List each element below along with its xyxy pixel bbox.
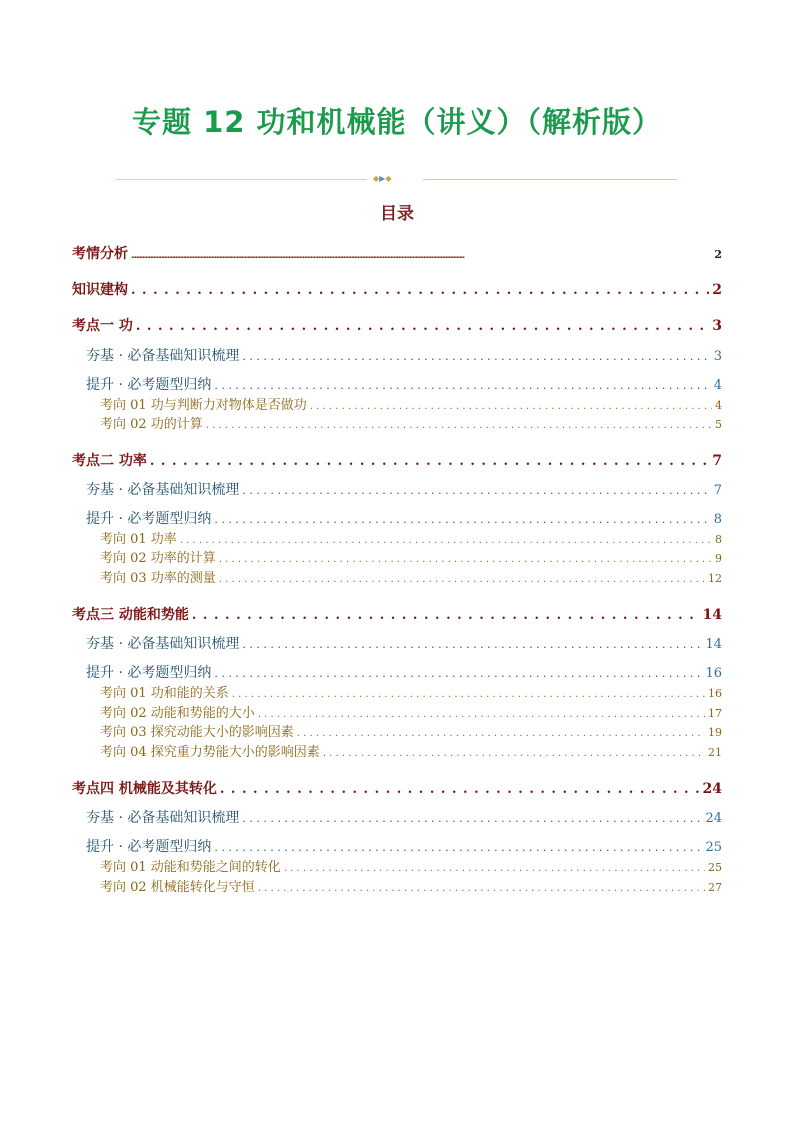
toc-leader-dots bbox=[206, 421, 712, 431]
toc-entry-page: 3 bbox=[712, 318, 722, 334]
toc-entry[interactable] bbox=[100, 741, 722, 760]
toc-entry-page: 3 bbox=[713, 349, 722, 364]
toc-entry[interactable] bbox=[72, 778, 722, 798]
toc-entry-page: 24 bbox=[702, 781, 722, 797]
divider-ornament-icon: ◆▶◆ bbox=[373, 174, 392, 183]
toc-leader-dots bbox=[214, 380, 710, 391]
toc-entry-label: 考点二 功率 bbox=[72, 453, 147, 469]
toc-leader-dots bbox=[136, 320, 709, 333]
toc-leader-dots bbox=[214, 842, 702, 853]
toc-entry[interactable] bbox=[72, 604, 722, 624]
toc-entry[interactable] bbox=[86, 807, 722, 827]
toc-entry-page: 25 bbox=[705, 840, 722, 855]
toc-entry-page: 4 bbox=[715, 399, 722, 412]
toc-entry-page: 9 bbox=[715, 552, 722, 565]
title-divider bbox=[115, 174, 677, 183]
toc-entry-label: 考向 03 探究动能大小的影响因素 bbox=[100, 725, 294, 740]
toc-entry-page: 25 bbox=[708, 861, 722, 874]
toc-leader-dots bbox=[284, 864, 705, 874]
toc-entry[interactable] bbox=[100, 721, 722, 740]
toc-entry-page: 16 bbox=[705, 666, 722, 681]
toc-entry-page: 4 bbox=[713, 378, 722, 393]
toc-entry[interactable] bbox=[100, 702, 722, 721]
toc-leader-dots bbox=[242, 639, 702, 650]
toc-entry[interactable] bbox=[100, 547, 722, 566]
toc-entry-label: 考向 01 功与判断力对物体是否做功 bbox=[100, 398, 307, 413]
toc-heading: 目录 bbox=[380, 204, 414, 224]
toc-entry-label: 考向 02 功率的计算 bbox=[100, 551, 216, 566]
toc-entry-label: 夯基 · 必备基础知识梳理 bbox=[86, 810, 240, 826]
toc-entry[interactable] bbox=[86, 374, 722, 394]
toc-entry[interactable] bbox=[72, 450, 722, 470]
toc-entry-label: 考情分析 bbox=[72, 246, 128, 262]
toc-leader-dots bbox=[219, 555, 712, 565]
toc-leader-dots bbox=[310, 402, 712, 412]
toc-entry-page: 12 bbox=[708, 572, 722, 585]
toc-entry-label: 夯基 · 必备基础知识梳理 bbox=[86, 482, 240, 498]
toc-leader-dots bbox=[219, 575, 705, 585]
toc-entry-label: 考向 01 动能和势能之间的转化 bbox=[100, 860, 281, 875]
toc-entry[interactable] bbox=[72, 279, 722, 299]
toc-entry-label: 考向 02 功的计算 bbox=[100, 417, 203, 432]
toc-entry-label: 考点一 功 bbox=[72, 318, 133, 334]
toc-entry-label: 考点三 动能和势能 bbox=[72, 607, 189, 623]
toc-entry-label: 提升 · 必考题型归纳 bbox=[86, 839, 212, 855]
toc-entry[interactable] bbox=[72, 243, 722, 263]
toc-entry[interactable] bbox=[100, 413, 722, 432]
toc-leader-dots bbox=[220, 783, 700, 796]
toc-entry-label: 考向 02 机械能转化与守恒 bbox=[100, 880, 255, 895]
toc-entry-label: 知识建构 bbox=[72, 282, 128, 298]
toc-entry[interactable] bbox=[100, 856, 722, 875]
toc-entry[interactable] bbox=[86, 836, 722, 856]
toc-entry-label: 考向 02 动能和势能的大小 bbox=[100, 706, 255, 721]
toc-leader-dots bbox=[297, 729, 705, 739]
document-title: 专题 12 功和机械能（讲义）（解析版） bbox=[131, 105, 663, 139]
toc-entry-label: 考点四 机械能及其转化 bbox=[72, 781, 217, 797]
toc-leader-dots bbox=[150, 455, 709, 468]
toc-entry-page: 8 bbox=[715, 533, 722, 546]
toc-entry[interactable] bbox=[100, 528, 722, 547]
toc-entry-label: 夯基 · 必备基础知识梳理 bbox=[86, 348, 240, 364]
toc-entry-page: 16 bbox=[708, 687, 722, 700]
toc-entry-page: 21 bbox=[708, 746, 722, 759]
toc-entry[interactable] bbox=[72, 315, 722, 335]
toc-entry-page: 2 bbox=[714, 248, 722, 261]
toc-entry-page: 24 bbox=[705, 811, 722, 826]
toc-entry[interactable] bbox=[100, 567, 722, 586]
toc-entry-label: 夯基 · 必备基础知识梳理 bbox=[86, 636, 240, 652]
toc-entry[interactable] bbox=[86, 633, 722, 653]
toc-leader-dots bbox=[258, 710, 705, 720]
toc-entry-label: 考向 03 功率的测量 bbox=[100, 571, 216, 586]
toc-leader-dots bbox=[258, 884, 705, 894]
toc-entry[interactable] bbox=[86, 508, 722, 528]
toc-entry-page: 7 bbox=[713, 483, 722, 498]
toc-leader-dots bbox=[232, 690, 705, 700]
toc-entry[interactable] bbox=[86, 479, 722, 499]
toc-entry[interactable] bbox=[86, 662, 722, 682]
toc-entry-page: 2 bbox=[712, 282, 722, 298]
toc-entry[interactable] bbox=[86, 345, 722, 365]
toc-leader-dots bbox=[131, 284, 709, 297]
toc-entry[interactable] bbox=[100, 876, 722, 895]
toc-leader-dots bbox=[242, 351, 710, 362]
toc-entry-page: 27 bbox=[708, 881, 722, 894]
toc-leader-dots bbox=[323, 749, 705, 759]
toc-leader-dots bbox=[192, 609, 700, 622]
toc-entry-page: 17 bbox=[708, 707, 722, 720]
toc-leader-dots bbox=[214, 514, 710, 525]
toc-entry-page: 14 bbox=[705, 637, 722, 652]
divider-line-left bbox=[115, 179, 367, 180]
toc-entry-label: 考向 04 探究重力势能大小的影响因素 bbox=[100, 745, 320, 760]
toc-entry-label: 提升 · 必考题型归纳 bbox=[86, 377, 212, 393]
toc-entry[interactable] bbox=[100, 682, 722, 701]
toc-leader-dots bbox=[180, 536, 712, 546]
toc-entry-label: 考向 01 功和能的关系 bbox=[100, 686, 229, 701]
toc-leader-dots bbox=[131, 251, 711, 259]
toc-leader-dots bbox=[242, 485, 710, 496]
divider-line-right bbox=[423, 179, 677, 180]
toc-entry-page: 19 bbox=[708, 726, 722, 739]
toc-entry[interactable] bbox=[100, 394, 722, 413]
toc-entry-page: 14 bbox=[702, 607, 722, 623]
toc-entry-label: 提升 · 必考题型归纳 bbox=[86, 665, 212, 681]
toc-leader-dots bbox=[242, 813, 702, 824]
toc-entry-label: 提升 · 必考题型归纳 bbox=[86, 511, 212, 527]
toc-leader-dots bbox=[214, 668, 702, 679]
toc-entry-page: 7 bbox=[712, 453, 722, 469]
toc-entry-label: 考向 01 功率 bbox=[100, 532, 177, 547]
toc-entry-page: 8 bbox=[713, 512, 722, 527]
toc-entry-page: 5 bbox=[715, 418, 722, 431]
